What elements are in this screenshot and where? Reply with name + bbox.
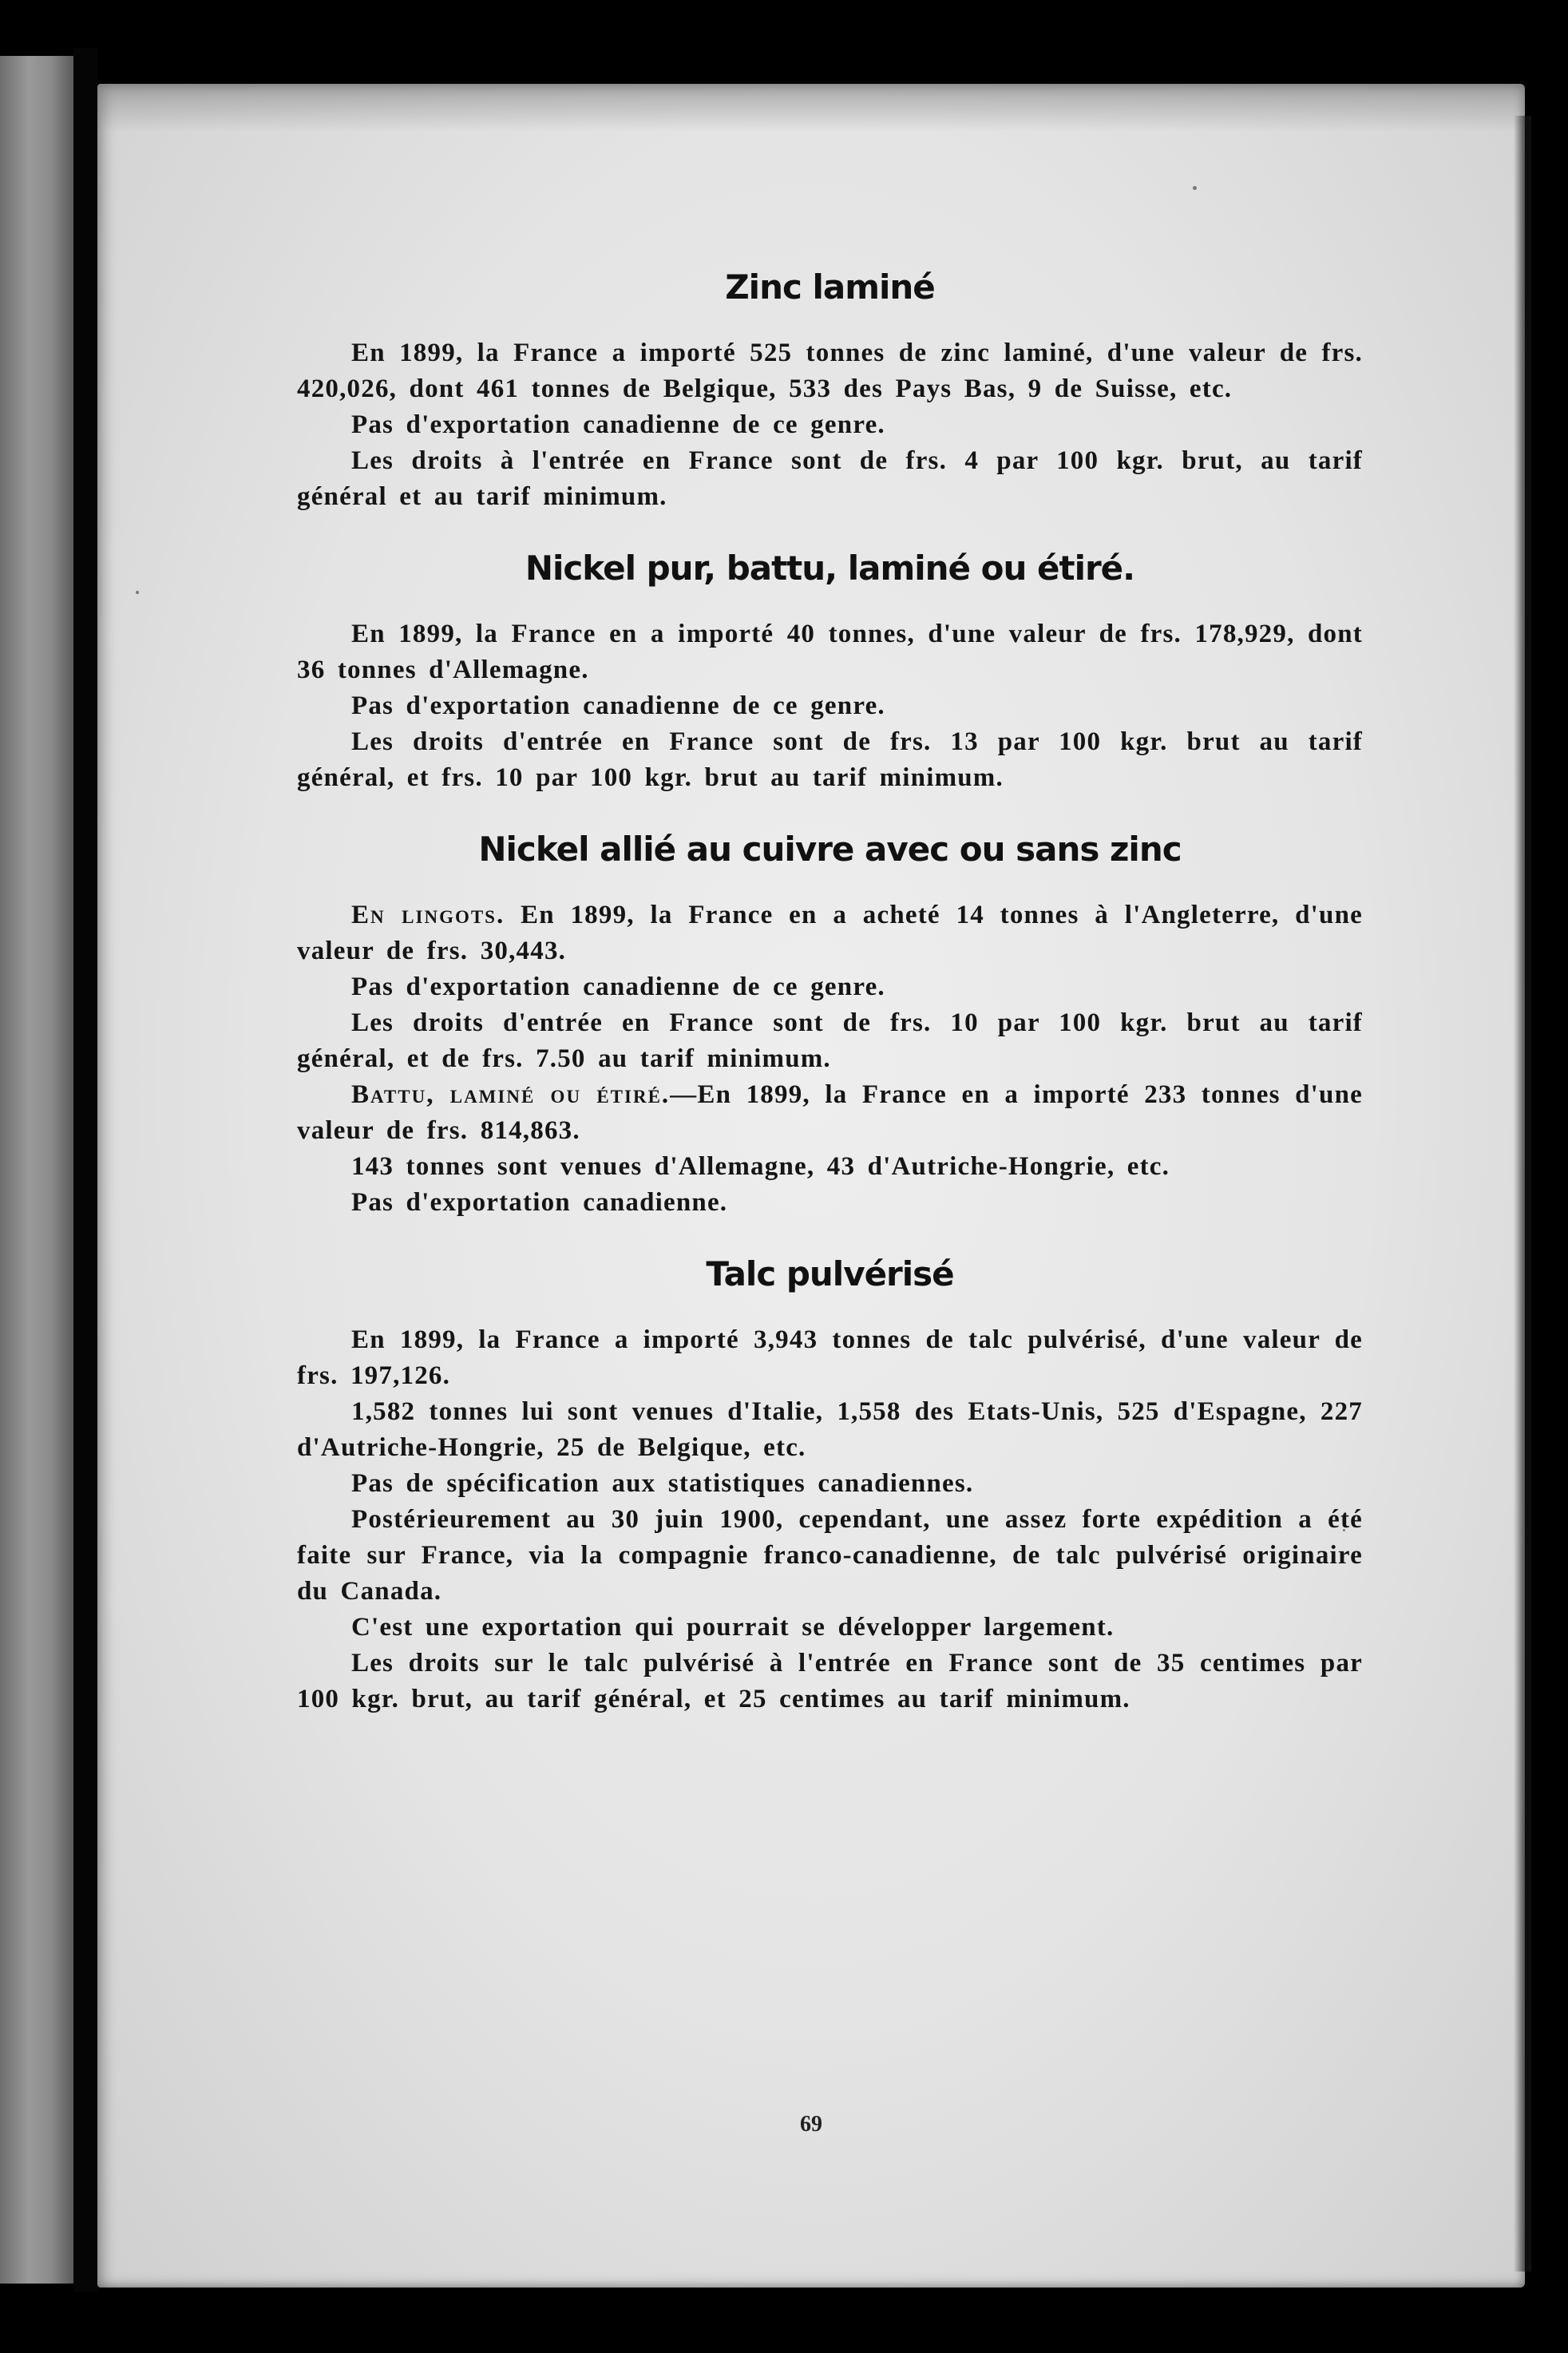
- paragraph: En 1899, la France a importé 525 tonnes de zinc laminé, d'une valeur de frs. 420,026, dont 461 tonnes de Belgique, 533 des Pays Bas, 9 de Suisse, etc.: [297, 339, 1363, 403]
- page-content: [297, 267, 1363, 1717]
- paragraph: En 1899, la France en a importé 40 tonnes, d'une valeur de frs. 178,929, dont 36 tonnes d'Allemagne.: [297, 620, 1363, 684]
- paragraph: En 1899, la France a importé 3,943 tonnes de talc pulvérisé, d'une valeur de frs. 197,126.: [297, 1325, 1363, 1390]
- paragraph: Postérieurement au 30 juin 1900, cependant, une assez forte expédition a été faite sur France, via la compagnie franco-canadienne, de talc pulvérisé originaire du Canada.: [297, 1505, 1363, 1606]
- paragraph: 1,582 tonnes lui sont venues d'Italie, 1,558 des Etats-Unis, 525 d'Espagne, 227 d'Autriche-Hongrie, 25 de Belgique, etc.: [297, 1397, 1363, 1462]
- page-top-shadow: [97, 84, 1525, 132]
- paragraph: Pas de spécification aux statistiques canadiennes.: [351, 1469, 974, 1498]
- paragraph: [297, 897, 1363, 969]
- paragraph: Les droits d'entrée en France sont de frs. 13 par 100 kgr. brut au tarif général, et frs. 10 par 100 kgr. brut au tarif minimum.: [297, 727, 1363, 792]
- adjacent-page-edge: [0, 56, 73, 2284]
- page-right-shadow: [1514, 116, 1531, 2272]
- paragraph: Pas d'exportation canadienne.: [351, 1188, 728, 1217]
- paragraph-text: —En 1899, la France en a importé 233 tonnes d'une valeur de frs. 814,863.: [297, 1080, 1363, 1145]
- paragraph-lead: En lingots.: [351, 901, 505, 929]
- paragraph: Pas d'exportation canadienne de ce genre.: [351, 972, 885, 1001]
- paragraph: 143 tonnes sont venues d'Allemagne, 43 d'Autriche-Hongrie, etc.: [351, 1152, 1170, 1181]
- paragraph: Les droits d'entrée en France sont de frs. 10 par 100 kgr. brut au tarif général, et de frs. 7.50 au tarif minimum.: [297, 1008, 1363, 1073]
- section-heading-talc-pulverise: Talc pulvérisé: [706, 1254, 954, 1293]
- section-heading-nickel-pur: Nickel pur, battu, laminé ou étiré.: [525, 549, 1135, 588]
- paragraph-text: En 1899, la France en a acheté 14 tonnes à l'Angleterre, d'une valeur de frs. 30,443.: [297, 901, 1363, 965]
- section-heading-zinc-lamine: Zinc laminé: [725, 267, 935, 307]
- scanned-page: [97, 84, 1525, 2288]
- book-gutter: [73, 48, 97, 2292]
- paragraph: Pas d'exportation canadienne de ce genre.: [351, 410, 885, 439]
- paragraph: Les droits à l'entrée en France sont de frs. 4 par 100 kgr. brut, au tarif général et au tarif minimum.: [297, 446, 1363, 511]
- paragraph: C'est une exportation qui pourrait se développer largement.: [351, 1613, 1115, 1642]
- paragraph-lead: Battu, laminé ou étiré.: [351, 1080, 671, 1109]
- paragraph: [297, 1077, 1363, 1149]
- paragraph: Pas d'exportation canadienne de ce genre.: [351, 691, 885, 720]
- section-heading-nickel-allie: Nickel allié au cuivre avec ou sans zinc: [478, 830, 1182, 869]
- scan-speck: [136, 591, 139, 594]
- paragraph: Les droits sur le talc pulvérisé à l'entrée en France sont de 35 centimes par 100 kgr. brut, au tarif général, et 25 centimes au tarif minimum.: [297, 1649, 1363, 1713]
- page-number: 69: [800, 2112, 822, 2137]
- scan-speck: [1193, 186, 1197, 190]
